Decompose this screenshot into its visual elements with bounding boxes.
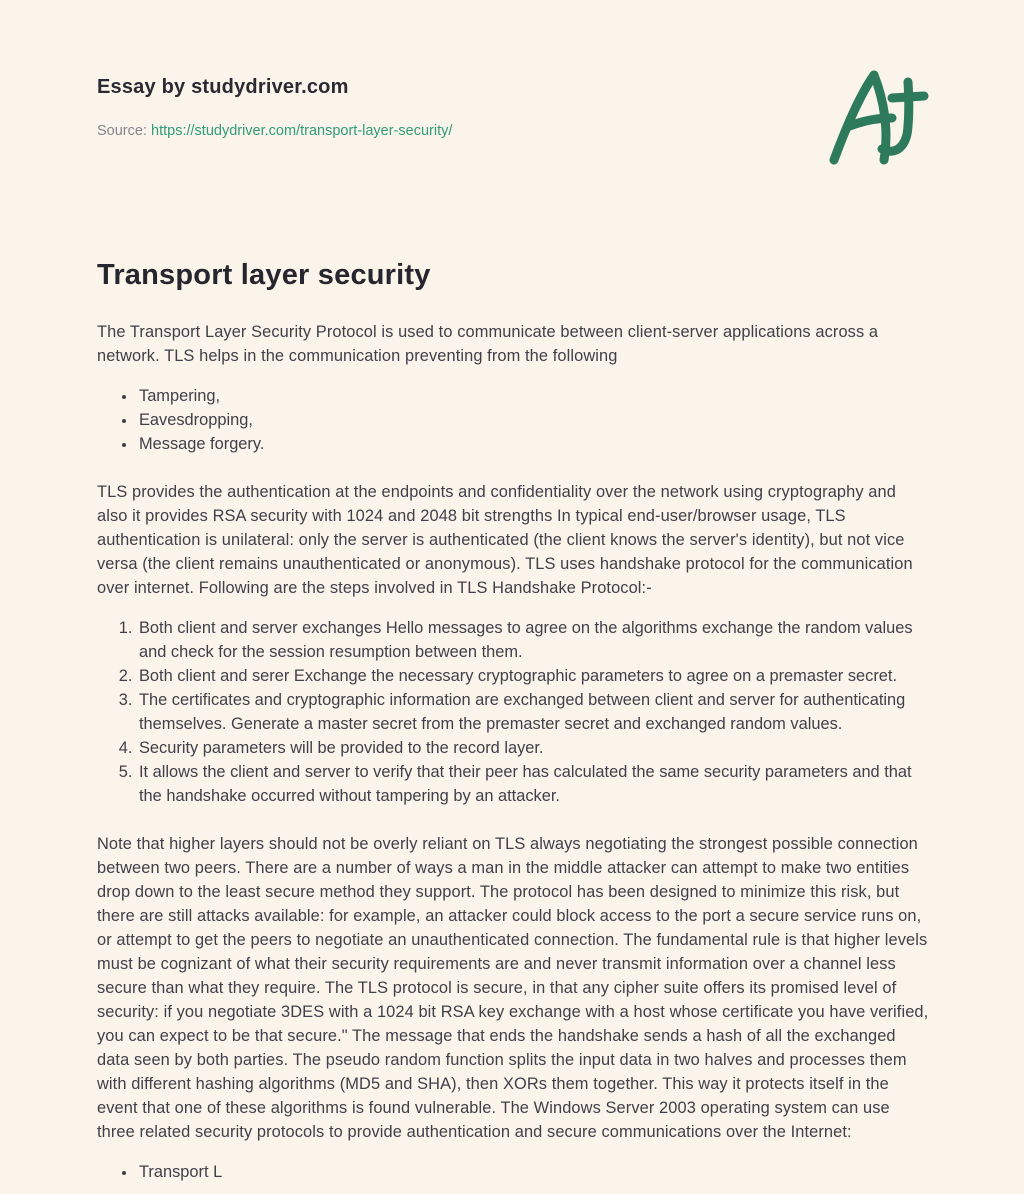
step-item: 4. Security parameters will be provided to the record layer. (137, 736, 929, 760)
source-link[interactable]: https://studydriver.com/transport-layer-security/ (151, 123, 453, 139)
step-item: 1. Both client and server exchanges Hello messages to agree on the algorithms exchange the random values and check for the session resumption between them. (137, 616, 929, 664)
tls-overview-paragraph: TLS provides the authentication at the endpoints and confidentiality over the network using cryptography and also it provides RSA security with 1024 and 2048 bit strengths In typical end-user/browser usage, TLS authentication is unilateral: only the server is authenticated (the client knows the server's identity), but not vice versa (the client remains unauthenticated or anonymous). TLS uses handshake protocol for the communication over internet. Following are the steps involved in TLS Handshake Protocol:- (97, 483, 913, 597)
source-line (97, 123, 929, 139)
handshake-steps-list (97, 616, 929, 808)
protocols-list (97, 1160, 929, 1184)
page-title: Transport layer security (97, 259, 431, 291)
intro-paragraph: The Transport Layer Security Protocol is used to communicate between client-server applications across a network. TLS helps in the communication preventing from the following (97, 323, 879, 365)
threats-list (97, 384, 929, 456)
document-content (97, 0, 929, 1184)
step-item: 3. The certificates and cryptographic information are exchanged between client and server for authenticating themselves. Generate a master secret from the premaster secret and exchanged random values. (137, 688, 929, 736)
list-item: • Transport L (137, 1160, 929, 1184)
byline: Essay by studydriver.com (97, 76, 349, 98)
security-discussion-paragraph: Note that higher layers should not be overly reliant on TLS always negotiating the strongest possible connection between two peers. There are a number of ways a man in the middle attacker can attempt to make two entities drop down to the least secure method they support. The protocol has been designed to minimize this risk, but there are still attacks available: for example, an attacker could block access to the port a secure service runs on, or attempt to get the peers to negotiate an unauthenticated connection. The fundamental rule is that higher levels must be cognizant of what their security requirements are and never transmit information over a channel less secure than what they require. The TLS protocol is secure, in that any cipher suite offers its promised level of security: if you negotiate 3DES with a 1024 bit RSA key exchange with a host whose certificate you have verified, you can expect to be that secure." The message that ends the handshake sends a hash of all the exchanged data seen by both parties. The pseudo random function splits the input data in two halves and processes them with different hashing algorithms (MD5 and SHA), then XORs them together. This way it protects itself in the event that one of these algorithms is found vulnerable. The Windows Server 2003 operating system can use three related security protocols to provide authentication and secure communications over the Internet: (97, 835, 929, 1141)
list-item: • Message forgery. (137, 432, 929, 456)
step-item: 5. It allows the client and server to verify that their peer has calculated the same security parameters and that the handshake occurred without tampering by an attacker. (137, 760, 929, 808)
page-bottom-edge (0, 1194, 1024, 1202)
list-item: • Eavesdropping, (137, 408, 929, 432)
list-item: • Tampering, (137, 384, 929, 408)
source-label: Source: (97, 123, 147, 139)
step-item: 2. Both client and serer Exchange the necessary cryptographic parameters to agree on a premaster secret. (137, 664, 929, 688)
